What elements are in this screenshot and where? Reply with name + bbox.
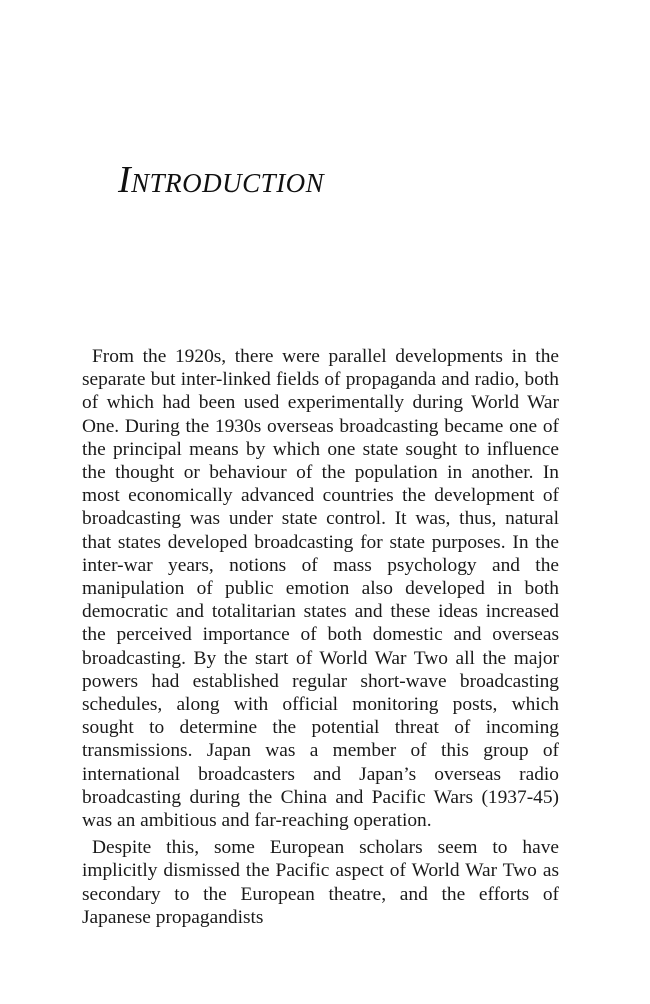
paragraph-1: From the 1920s, there were parallel developments in the separate but inter-linked fields of propaganda and radio, both of which had been used experimentally during World War One. During the 1930s overseas broadcasting became one of the principal means by which one state sought to influence the thought or behaviour of the population in another. In most economically advanced countries the development of broadcasting was under state control. It was, thus, natural that states developed broadcasting for state purposes. In the inter-war years, notions of mass psychology and the manipulation of public emotion also developed in both democratic and totalitarian states and these ideas increased the perceived importance of both domestic and overseas broadcasting. By the start of World War Two all the major powers had established regular short-wave broadcasting schedules, along with official monitoring posts, which sought to determine the potential threat of incoming transmissions. Japan was a member of this group of international broadcasters and Japan’s overseas radio broadcasting during the China and Pacific Wars (1937-45) was an ambitious and far-reaching operation.	[82, 346, 559, 832]
paragraph-2: Despite this, some European scholars seem to have implicitly dismissed the Pacific aspect of World War Two as secondary to the European theatre, and the efforts of Japanese propagandists	[82, 837, 559, 928]
body-text	[82, 345, 559, 929]
chapter-title-initial: I	[118, 159, 132, 201]
chapter-title	[118, 158, 324, 202]
chapter-title-rest: NTRODUCTION	[131, 168, 325, 198]
